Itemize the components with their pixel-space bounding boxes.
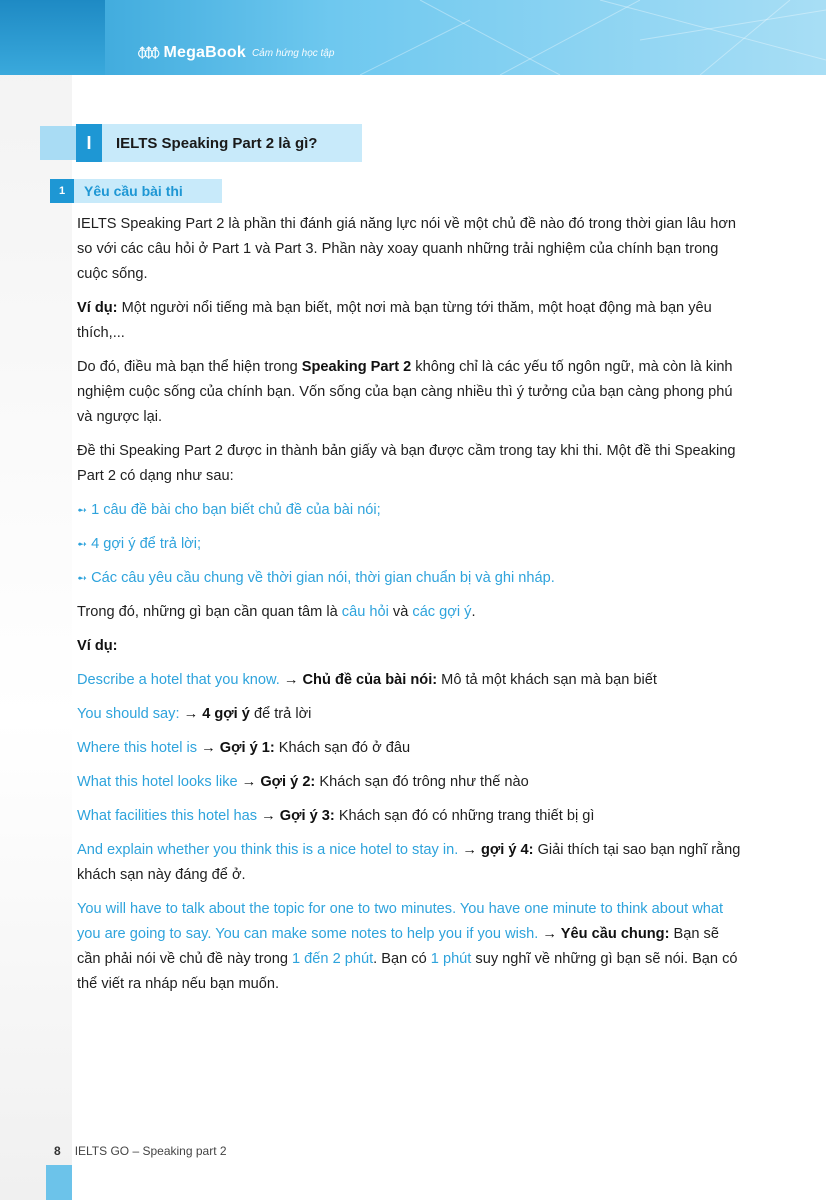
example-label: Gợi ý 1: [219, 740, 275, 756]
section-heading [40, 124, 362, 162]
example-label: 4 gợi ý [202, 706, 250, 722]
subsection-number: 1 [50, 179, 74, 203]
section-heading-tab [40, 126, 76, 160]
double-arrow-icon: ➻ [77, 571, 87, 585]
brand-name: MegaBook [163, 44, 246, 61]
general-time-2: 1 phút [430, 951, 472, 967]
subsection-title: Yêu cầu bài thi [74, 179, 222, 203]
general-vi-a: Bạn sẽ cần phải nói về chủ đề này trong [77, 926, 719, 967]
focus-hints: các gợi ý [412, 604, 472, 620]
list-item [77, 566, 743, 591]
focus-paragraph [77, 600, 743, 625]
left-strip-accent [46, 1165, 72, 1200]
example-paragraph [77, 296, 743, 346]
focus-and: và [388, 604, 413, 620]
example-label: Gợi ý 3: [279, 808, 335, 824]
arrow-icon: → [458, 842, 481, 858]
example-line [77, 770, 743, 795]
example-vi: Khách sạn đó có những trang thiết bị gì [334, 808, 595, 824]
example-en: Describe a hotel that you know. [77, 672, 280, 688]
general-vi-b: . Bạn có [373, 951, 431, 967]
list-item [77, 532, 743, 557]
body-content [77, 212, 743, 1006]
focus-question: câu hỏi [341, 604, 389, 620]
arrow-icon: → [179, 706, 203, 722]
header-pattern [0, 0, 826, 75]
page-number: 8 [54, 1144, 61, 1158]
experience-text-a: Do đó, điều mà bạn thể hiện trong [77, 359, 302, 375]
double-arrow-icon: ➻ [77, 537, 87, 551]
brand-mark-icon: ⦽⦽⦽ [138, 45, 158, 60]
example-text: Một người nổi tiếng mà bạn biết, một nơi mà bạn từng tới thăm, một hoạt động mà bạn yêu thích,... [77, 300, 712, 341]
example-vi: Mô tả một khách sạn mà bạn biết [437, 672, 657, 688]
example-line [77, 736, 743, 761]
list-item [77, 498, 743, 523]
page-header [0, 0, 826, 75]
arrow-icon: → [538, 926, 561, 942]
example-label: gợi ý 4: [480, 842, 534, 858]
focus-text: Trong đó, những gì bạn cần quan tâm là [77, 604, 342, 620]
general-vi-c: suy nghĩ về những gì bạn sẽ nói. Bạn có thể viết ra nháp nếu bạn muốn. [77, 951, 738, 992]
brand-logo [138, 42, 334, 64]
footer-title: IELTS GO – Speaking part 2 [74, 1144, 227, 1158]
example-vi: để trả lời [249, 706, 312, 722]
subsection-heading [50, 178, 222, 204]
example-vi: Giải thích tại sao bạn nghĩ rằng khách sạn này đáng để ở. [77, 842, 741, 883]
arrow-icon: → [197, 740, 220, 756]
bullet-text: 4 gợi ý để trả lời; [91, 536, 202, 552]
example-heading: Ví dụ: [77, 638, 118, 654]
intro-paragraph: IELTS Speaking Part 2 là phần thi đánh giá năng lực nói về một chủ đề nào đó trong thời gian lâu hơn so với các câu hỏi ở Part 1 và Part 3. Phần này xoay quanh những trải nghiệm của chính bạn trong cuộc sống. [77, 216, 737, 282]
example-en: What facilities this hotel has [77, 808, 258, 824]
example-en: Where this hotel is [77, 740, 198, 756]
experience-text-b: không chỉ là các yếu tố ngôn ngữ, mà còn là kinh nghiệm cuộc sống của chính bạn. Vốn sống của bạn càng nhiều thì ý tưởng của bạn càng phong phú và ngược lại. [77, 359, 733, 425]
example-label: Gợi ý 2: [260, 774, 316, 790]
general-label: Yêu cầu chung: [560, 926, 670, 942]
example-en: You should say: [77, 706, 180, 722]
example-label: Chủ đề của bài nói: [302, 672, 438, 688]
bullet-text: Các câu yêu cầu chung về thời gian nói, thời gian chuẩn bị và ghi nháp. [91, 570, 555, 586]
general-en: You will have to talk about the topic for one to two minutes. You have one minute to think about what you are going to say. You can make some notes to help you if you wish. [77, 901, 724, 942]
general-time-1: 1 đến 2 phút [292, 951, 374, 967]
section-number: I [76, 124, 102, 162]
focus-end: . [471, 604, 476, 620]
example-line [77, 702, 743, 727]
example-en: And explain whether you think this is a nice hotel to stay in. [77, 842, 459, 858]
general-requirement [77, 897, 743, 997]
example-line [77, 838, 743, 888]
experience-paragraph [77, 355, 743, 430]
section-title: IELTS Speaking Part 2 là gì? [102, 124, 362, 162]
example-en: What this hotel looks like [77, 774, 238, 790]
example-vi: Khách sạn đó ở đâu [274, 740, 411, 756]
example-label: Ví dụ: [77, 300, 118, 316]
brand-slogan: Cảm hứng học tập [251, 47, 335, 59]
example-vi: Khách sạn đó trông như thế nào [315, 774, 529, 790]
bullet-text: 1 câu đề bài cho bạn biết chủ đề của bài nói; [91, 502, 381, 518]
example-line [77, 804, 743, 829]
arrow-icon: → [279, 672, 303, 688]
format-paragraph: Đề thi Speaking Part 2 được in thành bản giấy và bạn được cầm trong tay khi thi. Một đề thi Speaking Part 2 có dạng như sau: [77, 443, 736, 484]
double-arrow-icon: ➻ [77, 503, 87, 517]
arrow-icon: → [237, 774, 261, 790]
experience-bold: Speaking Part 2 [301, 359, 412, 375]
example-line [77, 668, 743, 693]
page-footer [54, 1142, 227, 1160]
arrow-icon: → [257, 808, 280, 824]
